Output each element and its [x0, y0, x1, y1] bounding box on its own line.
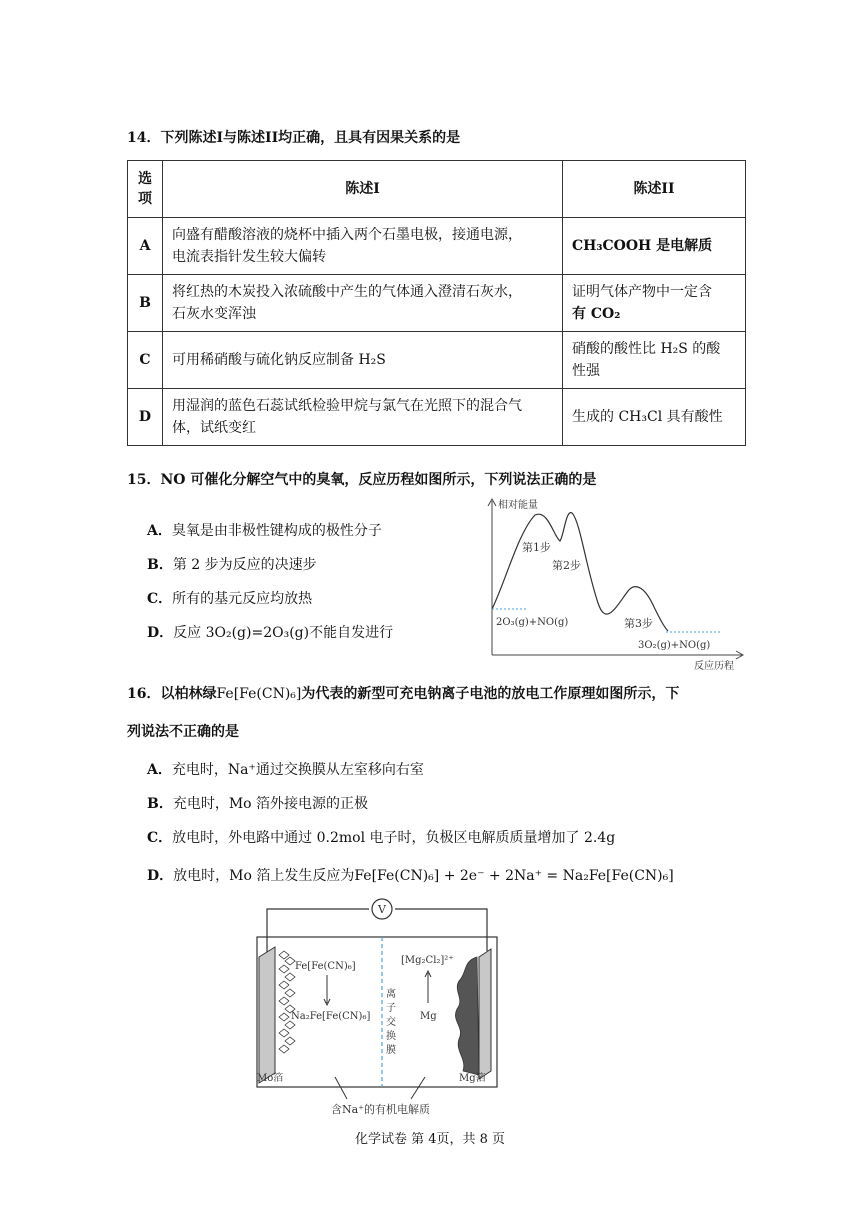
step2-label: 第2步 [552, 559, 581, 572]
header-s2: 陈述II [563, 161, 746, 218]
energy-profile-diagram [480, 495, 752, 675]
q15-stem: 15．NO 可催化分解空气中的臭氧，反应历程如图所示，下列说法正确的是 [127, 472, 597, 488]
row-option: C [128, 332, 163, 389]
q15-option-a: A．臭氧是由非极性键构成的极性分子 [147, 523, 382, 539]
row-s1: 将红热的木炭投入浓硫酸中产生的气体通入澄清石灰水， 石灰水变浑浊 [163, 275, 563, 332]
x-axis-label: 反应历程 [694, 661, 734, 672]
row-s1: 用湿润的蓝色石蕊试纸检验甲烷与氯气在光照下的混合气 体，试纸变红 [163, 389, 563, 446]
start-state-label: 2O₃(g)+NO(g) [496, 617, 569, 628]
battery-cell-diagram [245, 895, 515, 1120]
step1-label: 第1步 [522, 541, 551, 554]
mg-foil-electrode [479, 949, 491, 1079]
q14-table [127, 160, 746, 446]
svg-text:换: 换 [386, 1031, 396, 1042]
row-option: D [128, 389, 163, 446]
row-s2: 生成的 CH₃Cl 具有酸性 [563, 389, 746, 446]
row-s1: 向盛有醋酸溶液的烧杯中插入两个石墨电极，接通电源， 电流表指针发生较大偏转 [163, 218, 563, 275]
right-bottom-species: Mg [420, 1011, 437, 1022]
page-footer: 化学试卷 第 4页，共 8 页 [354, 1132, 506, 1147]
right-electrode-label: Mg箔 [459, 1073, 486, 1084]
left-bottom-species: Na₂Fe[Fe(CN)₆] [291, 1011, 371, 1022]
q16-option-c: C．放电时，外电路中通过 0.2mol 电子时，负极区电解质质量增加了 2.4g [147, 830, 616, 846]
q15-option-c: C．所有的基元反应均放热 [147, 591, 313, 607]
step3-label: 第3步 [624, 617, 653, 630]
q16-stem-line2: 列说法不正确的是 [127, 724, 239, 740]
crystal-particles [279, 951, 295, 1053]
q16-option-b: B．充电时，Mo 箔外接电源的正极 [147, 796, 369, 812]
row-s2: CH₃COOH 是电解质 [563, 218, 746, 275]
q16-option-d: D．放电时，Mo 箔上发生反应为Fe[Fe(CN)₆] + 2e⁻ + 2Na⁺ = Na₂Fe[Fe(CN)₆] [147, 868, 674, 884]
left-electrode-label: Mo箔 [257, 1073, 284, 1084]
q16-stem-line1: 16．以柏林绿Fe[Fe(CN)₆]为代表的新型可充电钠离子电池的放电工作原理如图所示，下 [127, 686, 680, 702]
row-option: B [128, 275, 163, 332]
q14-stem: 14．下列陈述I与陈述II均正确，且具有因果关系的是 [127, 130, 461, 146]
svg-text:膜: 膜 [386, 1045, 396, 1056]
y-axis-label: 相对能量 [498, 500, 538, 511]
left-top-species: Fe[Fe(CN)₆] [295, 961, 356, 972]
header-option: 选项 [128, 161, 163, 218]
header-s1: 陈述I [163, 161, 563, 218]
table-row [128, 332, 746, 389]
mg-deposit [455, 957, 479, 1075]
mo-foil-electrode [259, 947, 275, 1083]
table-row [128, 218, 746, 275]
electrolyte-label: 含Na⁺的有机电解质 [331, 1103, 430, 1116]
table-row [128, 389, 746, 446]
q15-option-b: B．第 2 步为反应的决速步 [147, 557, 317, 573]
svg-text:交: 交 [386, 1017, 396, 1028]
table-header-row [128, 161, 746, 218]
q15-option-d: D．反应 3O₂(g)=2O₃(g)不能自发进行 [147, 625, 394, 641]
row-s2: 证明气体产物中一定含 有 CO₂ [563, 275, 746, 332]
table-row [128, 275, 746, 332]
right-top-species: [Mg₂Cl₂]²⁺ [401, 955, 454, 966]
voltmeter-label: V [378, 903, 386, 916]
q16-option-a: A．充电时，Na⁺通过交换膜从左室移向右室 [147, 762, 424, 778]
end-state-label: 3O₂(g)+NO(g) [638, 640, 711, 651]
row-s2: 硝酸的酸性比 H₂S 的酸 性强 [563, 332, 746, 389]
svg-text:子: 子 [386, 1003, 396, 1014]
row-s1: 可用稀硝酸与硫化钠反应制备 H₂S [163, 332, 563, 389]
row-option: A [128, 218, 163, 275]
svg-text:离: 离 [386, 989, 396, 1000]
berlin-green-formula: Fe[Fe(CN)₆] [216, 686, 302, 702]
